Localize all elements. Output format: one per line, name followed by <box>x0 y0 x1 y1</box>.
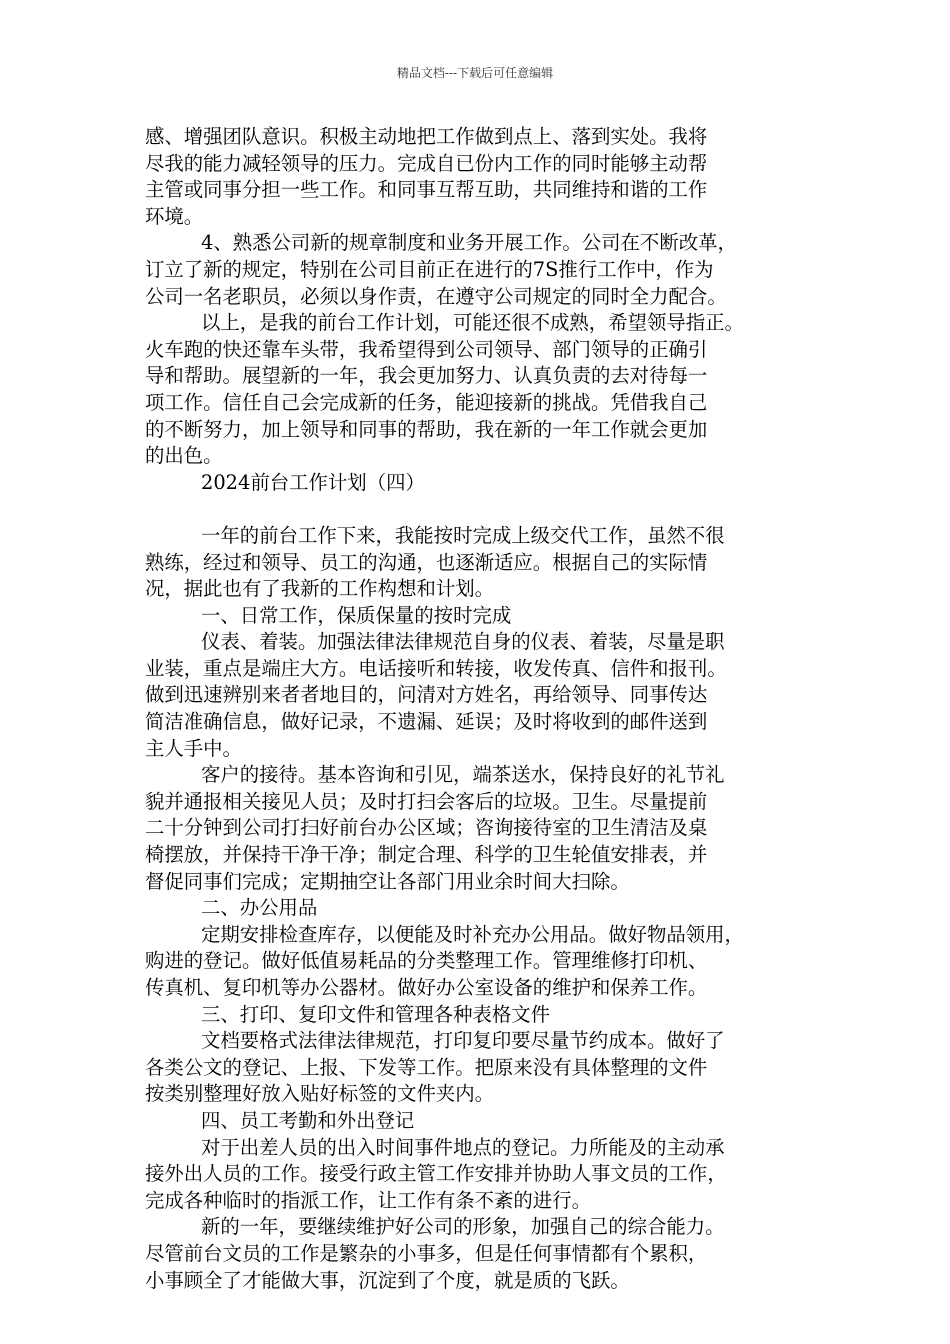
text-line: 文档要格式法律法律规范，打印复印要尽量节约成本。做好了 <box>201 1029 725 1053</box>
text-line: 客户的接待。基本咨询和引见，端茶送水，保持良好的礼节礼 <box>201 763 725 787</box>
blank-line <box>145 496 805 523</box>
text-line: 主人手中。 <box>145 736 242 760</box>
text-line: 熟练，经过和领导、员工的沟通，也逐渐适应。根据自己的实际情 <box>145 550 708 574</box>
document-body <box>145 124 805 1294</box>
text-line: 二、办公用品 <box>201 896 318 920</box>
text-line: 一年的前台工作下来，我能按时完成上级交代工作，虽然不很 <box>201 523 725 547</box>
text-line: 以上，是我的前台工作计划，可能还很不成熟，希望领导指正。 <box>201 311 744 335</box>
page-header: 精品文档---下载后可任意编辑 <box>396 66 554 80</box>
text-line: 二十分钟到公司打扫好前台办公区域；咨询接待室的卫生清洁及桌 <box>145 816 708 840</box>
text-line: 况，据此也有了我新的工作构想和计划。 <box>145 577 495 601</box>
text-line: 小事顾全了才能做大事，沉淀到了个度，就是质的飞跃。 <box>145 1268 630 1292</box>
text-line: 导和帮助。展望新的一年，我会更加努力、认真负责的去对待每一 <box>145 364 708 388</box>
text-line: 定期安排检查库存，以便能及时补充办公用品。做好物品领用， <box>201 922 744 946</box>
text-line: 尽我的能力减轻领导的压力。完成自已份内工作的同时能够主动帮 <box>145 151 708 175</box>
text-line: 各类公文的登记、上报、下发等工作。把原来没有具体整理的文件 <box>145 1055 708 1079</box>
text-line: 按类别整理好放入贴好标签的文件夹内。 <box>145 1082 495 1106</box>
text-line: 三、打印、复印文件和管理各种表格文件 <box>201 1002 551 1026</box>
text-line: 的出色。 <box>145 444 223 468</box>
text-line: 简洁准确信息，做好记录，不遗漏、延误；及时将收到的邮件送到 <box>145 710 708 734</box>
text-line: 四、员工考勤和外出登记 <box>201 1108 415 1132</box>
text-line: 业装，重点是端庄大方。电话接听和转接，收发传真、信件和报刊。 <box>145 656 727 680</box>
text-line: 尽管前台文员的工作是繁杂的小事多，但是任何事情都有个累积， <box>145 1241 708 1265</box>
text-line: 貌并通报相关接见人员；及时打扫会客后的垃圾。卫生。尽量提前 <box>145 789 708 813</box>
text-line: 新的一年，要继续维护好公司的形象，加强自己的综合能力。 <box>201 1215 725 1239</box>
text-line: 的不断努力，加上领导和同事的帮助，我在新的一年工作就会更加 <box>145 417 708 441</box>
text-line: 仪表、着装。加强法律法律规范自身的仪表、着装，尽量是职 <box>201 630 725 654</box>
text-line: 督促同事们完成；定期抽空让各部门用业余时间大扫除。 <box>145 869 630 893</box>
text-line: 公司一名老职员，必须以身作责，在遵守公司规定的同时全力配合。 <box>145 284 727 308</box>
text-line: 做到迅速辨别来者者地目的，问清对方姓名，再给领导、同事传达 <box>145 683 708 707</box>
text-line: 2024前台工作计划（四） <box>201 470 425 494</box>
text-line: 订立了新的规定，特别在公司目前正在进行的7S推行工作中，作为 <box>145 257 714 281</box>
text-line: 椅摆放，并保持干净干净；制定合理、科学的卫生轮值安排表，并 <box>145 843 708 867</box>
text-line: 一、日常工作，保质保量的按时完成 <box>201 603 512 627</box>
text-line: 环境。 <box>145 204 204 228</box>
text-line: 接外出人员的工作。接受行政主管工作安排并协助人事文员的工作， <box>145 1162 727 1186</box>
text-line: 4、熟悉公司新的规章制度和业务开展工作。公司在不断改革， <box>201 231 737 255</box>
text-line: 完成各种临时的指派工作，让工作有条不紊的进行。 <box>145 1188 591 1212</box>
text-line: 对于出差人员的出入时间事件地点的登记。力所能及的主动承 <box>201 1135 725 1159</box>
text-line: 感、增强团队意识。积极主动地把工作做到点上、落到实处。我将 <box>145 125 708 148</box>
text-line: 传真机、复印机等办公器材。做好办公室设备的维护和保养工作。 <box>145 976 708 999</box>
text-line: 主管或同事分担一些工作。和同事互帮互助，共同维持和谐的工作 <box>145 178 708 202</box>
text-line: 火车跑的快还靠车头带，我希望得到公司领导、部门领导的正确引 <box>145 337 708 361</box>
text-line: 购进的登记。做好低值易耗品的分类整理工作。管理维修打印机、 <box>145 949 708 973</box>
text-line: 项工作。信任自己会完成新的任务，能迎接新的挑战。凭借我自己 <box>145 390 708 414</box>
